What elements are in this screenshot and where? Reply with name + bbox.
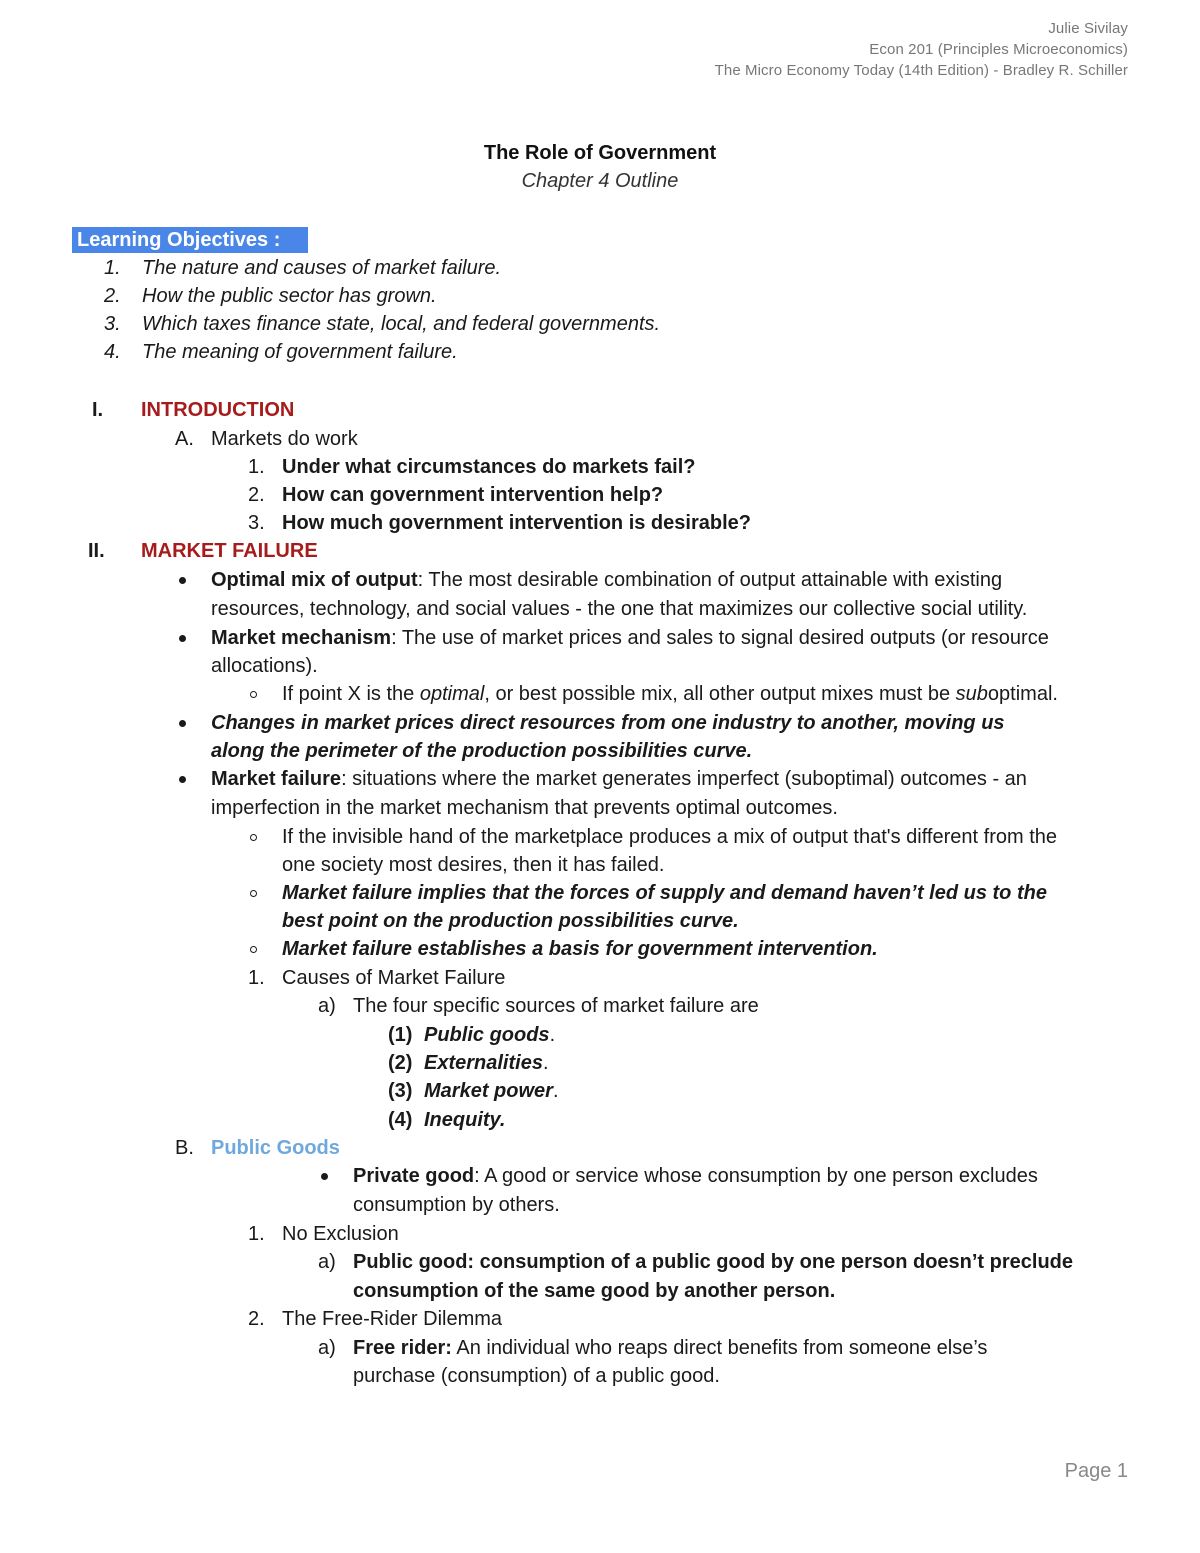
source-number: (4)	[388, 1109, 413, 1131]
outline-marker: 2.	[248, 1308, 265, 1330]
key-question: Under what circumstances do markets fail?	[282, 456, 696, 478]
objective-number: 4.	[104, 341, 121, 363]
hollow-bullet-icon	[250, 946, 257, 953]
note-text: , or best possible mix, all other output mixes must be	[484, 683, 956, 705]
key-point-continued: along the perimeter of the production possibilities curve.	[211, 740, 753, 762]
punct: .	[549, 1024, 556, 1046]
term: Optimal mix of output	[211, 569, 418, 591]
definition-market-mechanism	[211, 624, 1049, 652]
document-title: The Role of Government	[483, 142, 717, 164]
subheading-free-rider: The Free-Rider Dilemma	[282, 1308, 503, 1330]
sub-point: Market failure implies that the forces of supply and demand haven’t led us to the	[282, 882, 1047, 904]
bullet-icon	[321, 1173, 328, 1180]
term: Market mechanism	[211, 627, 392, 649]
bullet-icon	[179, 776, 186, 783]
key-point: Changes in market prices direct resources from one industry to another, moving us	[211, 712, 1005, 734]
definition-continued: purchase (consumption) of a public good.	[353, 1365, 720, 1387]
punct: .	[552, 1080, 559, 1102]
section-heading-introduction: INTRODUCTION	[141, 399, 295, 421]
outline-marker: 1.	[248, 456, 265, 478]
document-subtitle: Chapter 4 Outline	[521, 170, 679, 192]
learning-objectives-label: Learning Objectives :	[72, 227, 308, 253]
source-term: Public goods	[424, 1024, 550, 1046]
source-term: Externalities	[424, 1052, 543, 1074]
definition-continued: allocations).	[211, 655, 318, 677]
objective-number: 2.	[104, 285, 121, 307]
objective-item: Which taxes finance state, local, and federal governments.	[142, 313, 661, 335]
bullet-icon	[179, 577, 186, 584]
definition-continued: consumption by others.	[353, 1194, 560, 1216]
definition-text: An individual who reaps direct benefits from someone else’s	[451, 1337, 988, 1359]
definition-text: : The most desirable combination of output attainable with existing	[417, 569, 1003, 591]
emphasis: sub	[955, 683, 988, 705]
header-textbook: The Micro Economy Today (14th Edition) - Bradley R. Schiller	[714, 62, 1128, 79]
outline-marker: A.	[175, 428, 194, 450]
source-term: Inequity.	[424, 1109, 506, 1131]
objective-number: 1.	[104, 257, 121, 279]
definition-private-good	[353, 1162, 1038, 1190]
objective-item: The nature and causes of market failure.	[142, 257, 502, 279]
header-course: Econ 201 (Principles Microeconomics)	[869, 41, 1128, 58]
outline-marker: a)	[318, 1337, 336, 1359]
sub-point-continued: best point on the production possibilities curve.	[282, 910, 739, 932]
subheading-public-goods: Public Goods	[211, 1137, 340, 1159]
objective-number: 3.	[104, 313, 121, 335]
outline-item: The four specific sources of market failure are	[353, 995, 759, 1017]
source-item	[424, 1106, 505, 1134]
section-heading-market-failure: MARKET FAILURE	[141, 540, 318, 562]
outline-marker: B.	[175, 1137, 194, 1159]
source-number: (2)	[388, 1052, 413, 1074]
definition-continued: resources, technology, and social values - the one that maximizes our collective social utility.	[211, 598, 1028, 620]
term: Market failure	[211, 768, 342, 790]
definition-public-good: Public good: consumption of a public good by one person doesn’t preclude	[353, 1251, 1074, 1273]
definition-continued: imperfection in the market mechanism that prevents optimal outcomes.	[211, 797, 838, 819]
hollow-bullet-icon	[250, 691, 257, 698]
source-number: (1)	[388, 1024, 413, 1046]
source-item	[424, 1021, 555, 1049]
term: Free rider:	[353, 1337, 452, 1359]
definition-text: : situations where the market generates imperfect (suboptimal) outcomes - an	[341, 768, 1027, 790]
section-numeral: I.	[92, 399, 104, 421]
objective-item: The meaning of government failure.	[142, 341, 458, 363]
subheading-no-exclusion: No Exclusion	[282, 1223, 399, 1245]
note-text: optimal.	[987, 683, 1058, 705]
source-number: (3)	[388, 1080, 413, 1102]
definition-text: : A good or service whose consumption by one person excludes	[474, 1165, 1038, 1187]
objective-item: How the public sector has grown.	[142, 285, 437, 307]
source-term: Market power	[424, 1080, 553, 1102]
optimal-note	[282, 680, 1058, 708]
source-item	[424, 1077, 559, 1105]
definition-text: : The use of market prices and sales to signal desired outputs (or resource	[391, 627, 1049, 649]
term: Private good	[353, 1165, 475, 1187]
outline-item: Markets do work	[211, 428, 358, 450]
definition-optimal-mix	[211, 566, 1002, 594]
note-text: If point X is the	[282, 683, 420, 705]
sub-point: Market failure establishes a basis for government intervention.	[282, 938, 878, 960]
source-item	[424, 1049, 549, 1077]
bullet-icon	[179, 635, 186, 642]
outline-marker: a)	[318, 995, 336, 1017]
key-question: How can government intervention help?	[282, 484, 664, 506]
emphasis: optimal	[419, 683, 485, 705]
section-numeral: II.	[88, 540, 105, 562]
outline-marker: 2.	[248, 484, 265, 506]
sub-point-continued: one society most desires, then it has failed.	[282, 854, 665, 876]
subheading-causes: Causes of Market Failure	[282, 967, 506, 989]
punct: .	[542, 1052, 549, 1074]
sub-point: If the invisible hand of the marketplace produces a mix of output that's different from the	[282, 826, 1057, 848]
header-author: Julie Sivilay	[1048, 20, 1128, 37]
hollow-bullet-icon	[250, 890, 257, 897]
key-question: How much government intervention is desirable?	[282, 512, 751, 534]
page-number: Page 1	[1064, 1460, 1128, 1482]
definition-free-rider	[353, 1334, 987, 1362]
outline-marker: 1.	[248, 1223, 265, 1245]
hollow-bullet-icon	[250, 834, 257, 841]
definition-market-failure	[211, 765, 1027, 793]
outline-marker: a)	[318, 1251, 336, 1273]
outline-marker: 3.	[248, 512, 265, 534]
definition-continued: consumption of the same good by another person.	[353, 1280, 836, 1302]
bullet-icon	[179, 720, 186, 727]
outline-marker: 1.	[248, 967, 265, 989]
